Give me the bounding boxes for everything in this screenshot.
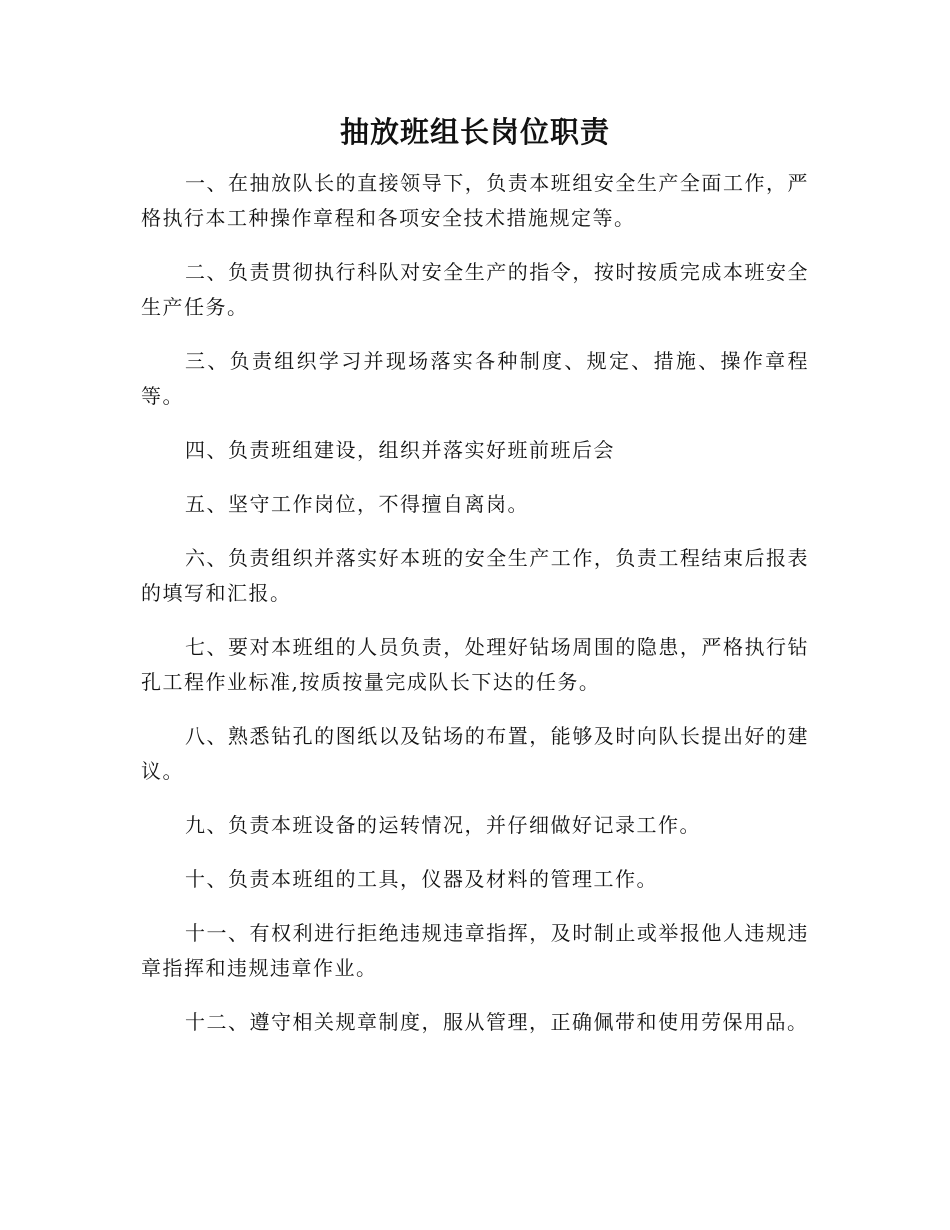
paragraph-8: 八、熟悉钻孔的图纸以及钻场的布置，能够及时向队长提出好的建议。 (141, 724, 809, 783)
paragraph-11: 十一、有权利进行拒绝违规违章指挥，及时制止或举报他人违规违章指挥和违规违章作业。 (141, 921, 809, 980)
paragraph-2: 二、负责贯彻执行科队对安全生产的指令，按时按质完成本班安全生产任务。 (141, 260, 809, 319)
page-title: 抽放班组长岗位职责 (339, 115, 610, 149)
paragraph-6: 六、负责组织并落实好本班的安全生产工作，负责工程结束后报表的填写和汇报。 (141, 546, 809, 605)
paragraph-7: 七、要对本班组的人员负责，处理好钻场周围的隐患，严格执行钻孔工程作业标准,按质按量完成队长下达的任务。 (141, 635, 809, 694)
paragraph-5: 五、坚守工作岗位，不得擅自离岗。 (185, 492, 529, 516)
paragraph-9: 九、负责本班设备的运转情况，并仔细做好记录工作。 (185, 813, 701, 837)
paragraph-10: 十、负责本班组的工具，仪器及材料的管理工作。 (185, 867, 658, 891)
paragraph-1: 一、在抽放队长的直接领导下，负责本班组安全生产全面工作，严格执行本工种操作章程和各项安全技术措施规定等。 (141, 171, 809, 230)
paragraph-12: 十二、遵守相关规章制度，服从管理，正确佩带和使用劳保用品。 (185, 1010, 809, 1034)
paragraph-3: 三、负责组织学习并现场落实各种制度、规定、措施、操作章程等。 (141, 349, 809, 408)
paragraph-4: 四、负责班组建设，组织并落实好班前班后会 (185, 438, 615, 462)
document-body (141, 166, 809, 1059)
